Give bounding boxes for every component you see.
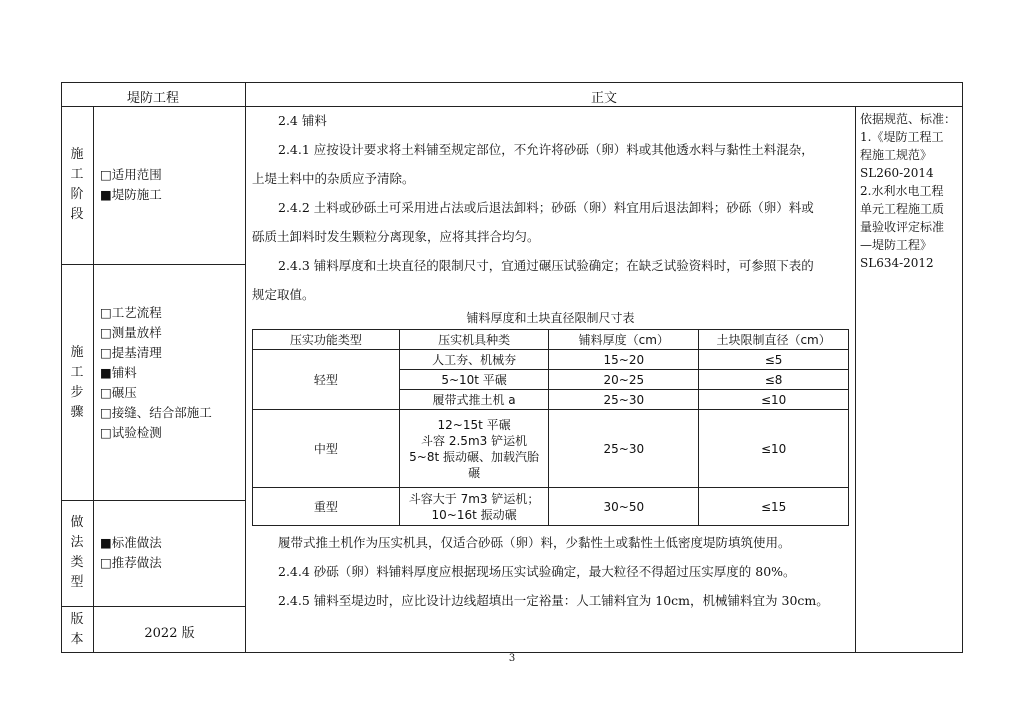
table-caption: 铺料厚度和土块直径限制尺寸表 xyxy=(466,311,635,325)
table-cell-type: 轻型 xyxy=(253,350,400,410)
table-note: 履带式推土机作为压实机具，仅适合砂砾（卵）料，少黏性土或黏性土低密度堤防填筑使用。 xyxy=(278,535,791,550)
table-header-cell: 土块限制直径（cm） xyxy=(699,330,849,350)
paragraph-2-4-2-line2: 砾质土卸料时发生颗粒分离现象，应将其拌合均匀。 xyxy=(252,229,540,244)
table-cell: ≤15 xyxy=(699,488,849,526)
version-label: 版 本 xyxy=(70,612,84,647)
table-row xyxy=(253,410,849,488)
divider-left-main xyxy=(245,82,246,652)
divider-steps xyxy=(61,500,245,501)
method-options xyxy=(100,533,162,573)
paragraph-2-4-5: 2.4.5 铺料至堤边时，应比设计边线超填出一定裕量：人工铺料宜为 10cm，机械铺料宜为 30cm。 xyxy=(278,593,829,608)
table-cell-machines: 12~15t 平碾 斗容 2.5m3 铲运机 5~8t 振动碾、加载汽胎 碾 xyxy=(399,410,549,488)
method-option[interactable]: ■标准做法 xyxy=(100,535,162,550)
stage-option[interactable]: ■堤防施工 xyxy=(100,187,162,202)
step-option[interactable]: □工艺流程 xyxy=(100,305,162,320)
table-cell-machines: 斗容大于 7m3 铲运机； 10~16t 振动碾 xyxy=(399,488,549,526)
steps-options xyxy=(100,303,212,443)
step-option[interactable]: □接缝、结合部施工 xyxy=(100,405,212,420)
table-cell: 15~20 xyxy=(549,350,699,370)
page-number: 3 xyxy=(508,653,516,664)
divider-method xyxy=(61,606,245,607)
method-label: 做 法 类 型 xyxy=(70,515,84,590)
step-option[interactable]: □碾压 xyxy=(100,385,137,400)
table-header-cell: 铺料厚度（cm） xyxy=(549,330,699,350)
reference-line: 1.《堤防工程工 xyxy=(860,130,944,144)
table-cell: 25~30 xyxy=(549,410,699,488)
divider-header xyxy=(61,106,963,107)
step-option[interactable]: □测量放样 xyxy=(100,325,162,340)
stage-label: 施 工 阶 段 xyxy=(70,147,84,222)
stage-option[interactable]: □适用范围 xyxy=(100,167,162,182)
paragraph-2-4-1-line2: 上堤土料中的杂质应予清除。 xyxy=(252,171,415,186)
reference-line: —堤防工程》 xyxy=(860,238,933,252)
table-header-cell: 压实功能类型 xyxy=(253,330,400,350)
reference-line: 2.水利水电工程 xyxy=(860,184,944,198)
paragraph-2-4-4: 2.4.4 砂砾（卵）料铺料厚度应根据现场压实试验确定，最大粒径不得超过压实厚度的 80%。 xyxy=(278,564,796,579)
table-cell: 20~25 xyxy=(549,370,699,390)
table-cell: 履带式推土机 a xyxy=(399,390,549,410)
reference-line: SL260-2014 xyxy=(860,166,934,180)
step-option[interactable]: □试验检测 xyxy=(100,425,162,440)
table-cell-type: 中型 xyxy=(253,410,400,488)
step-option[interactable]: ■铺料 xyxy=(100,365,137,380)
stage-options xyxy=(100,165,162,205)
paragraph-2-4-2-line1: 2.4.2 土料或砂砾土可采用进占法或后退法卸料；砂砾（卵）料宜用后退法卸料；砂砾（卵）料或 xyxy=(278,200,814,215)
header-left: 堤防工程 xyxy=(126,91,179,106)
reference-line: SL634-2012 xyxy=(860,256,934,270)
table-cell: ≤10 xyxy=(699,410,849,488)
section-heading: 2.4 铺料 xyxy=(278,113,327,128)
references xyxy=(860,110,960,272)
table-cell-type: 重型 xyxy=(253,488,400,526)
reference-line: 量验收评定标准 xyxy=(860,220,945,234)
table-cell: 25~30 xyxy=(549,390,699,410)
table-cell: 人工夯、机械夯 xyxy=(399,350,549,370)
table-row xyxy=(253,350,849,370)
reference-line: 程施工规范》 xyxy=(860,148,933,162)
step-option[interactable]: □提基清理 xyxy=(100,345,162,360)
method-option[interactable]: □推荐做法 xyxy=(100,555,162,570)
table-row xyxy=(253,488,849,526)
table-header-row xyxy=(253,330,849,350)
reference-line: 单元工程施工质 xyxy=(860,202,945,216)
paragraph-2-4-1-line1: 2.4.1 应按设计要求将土料铺至规定部位，不允许将砂砾（卵）料或其他透水料与黏性土料混杂， xyxy=(278,142,814,157)
table-cell: ≤10 xyxy=(699,390,849,410)
header-center: 正文 xyxy=(590,91,617,106)
table-cell: ≤5 xyxy=(699,350,849,370)
table-cell: 5~10t 平碾 xyxy=(399,370,549,390)
steps-label: 施 工 步 骤 xyxy=(70,345,84,420)
version-value: 2022 版 xyxy=(144,626,195,641)
table-header-cell: 压实机具种类 xyxy=(399,330,549,350)
table-cell: 30~50 xyxy=(549,488,699,526)
divider-stage xyxy=(61,264,245,265)
paragraph-2-4-3-line1: 2.4.3 铺料厚度和土块直径的限制尺寸，宜通过碾压试验确定；在缺乏试验资料时，可参照下表的 xyxy=(278,258,814,273)
paragraph-2-4-3-line2: 规定取值。 xyxy=(252,287,315,302)
divider-main-refs xyxy=(855,106,856,652)
table-cell: ≤8 xyxy=(699,370,849,390)
reference-line: 依据规范、标准： xyxy=(860,112,957,126)
spec-table xyxy=(252,329,849,526)
divider-label-column xyxy=(93,106,94,652)
